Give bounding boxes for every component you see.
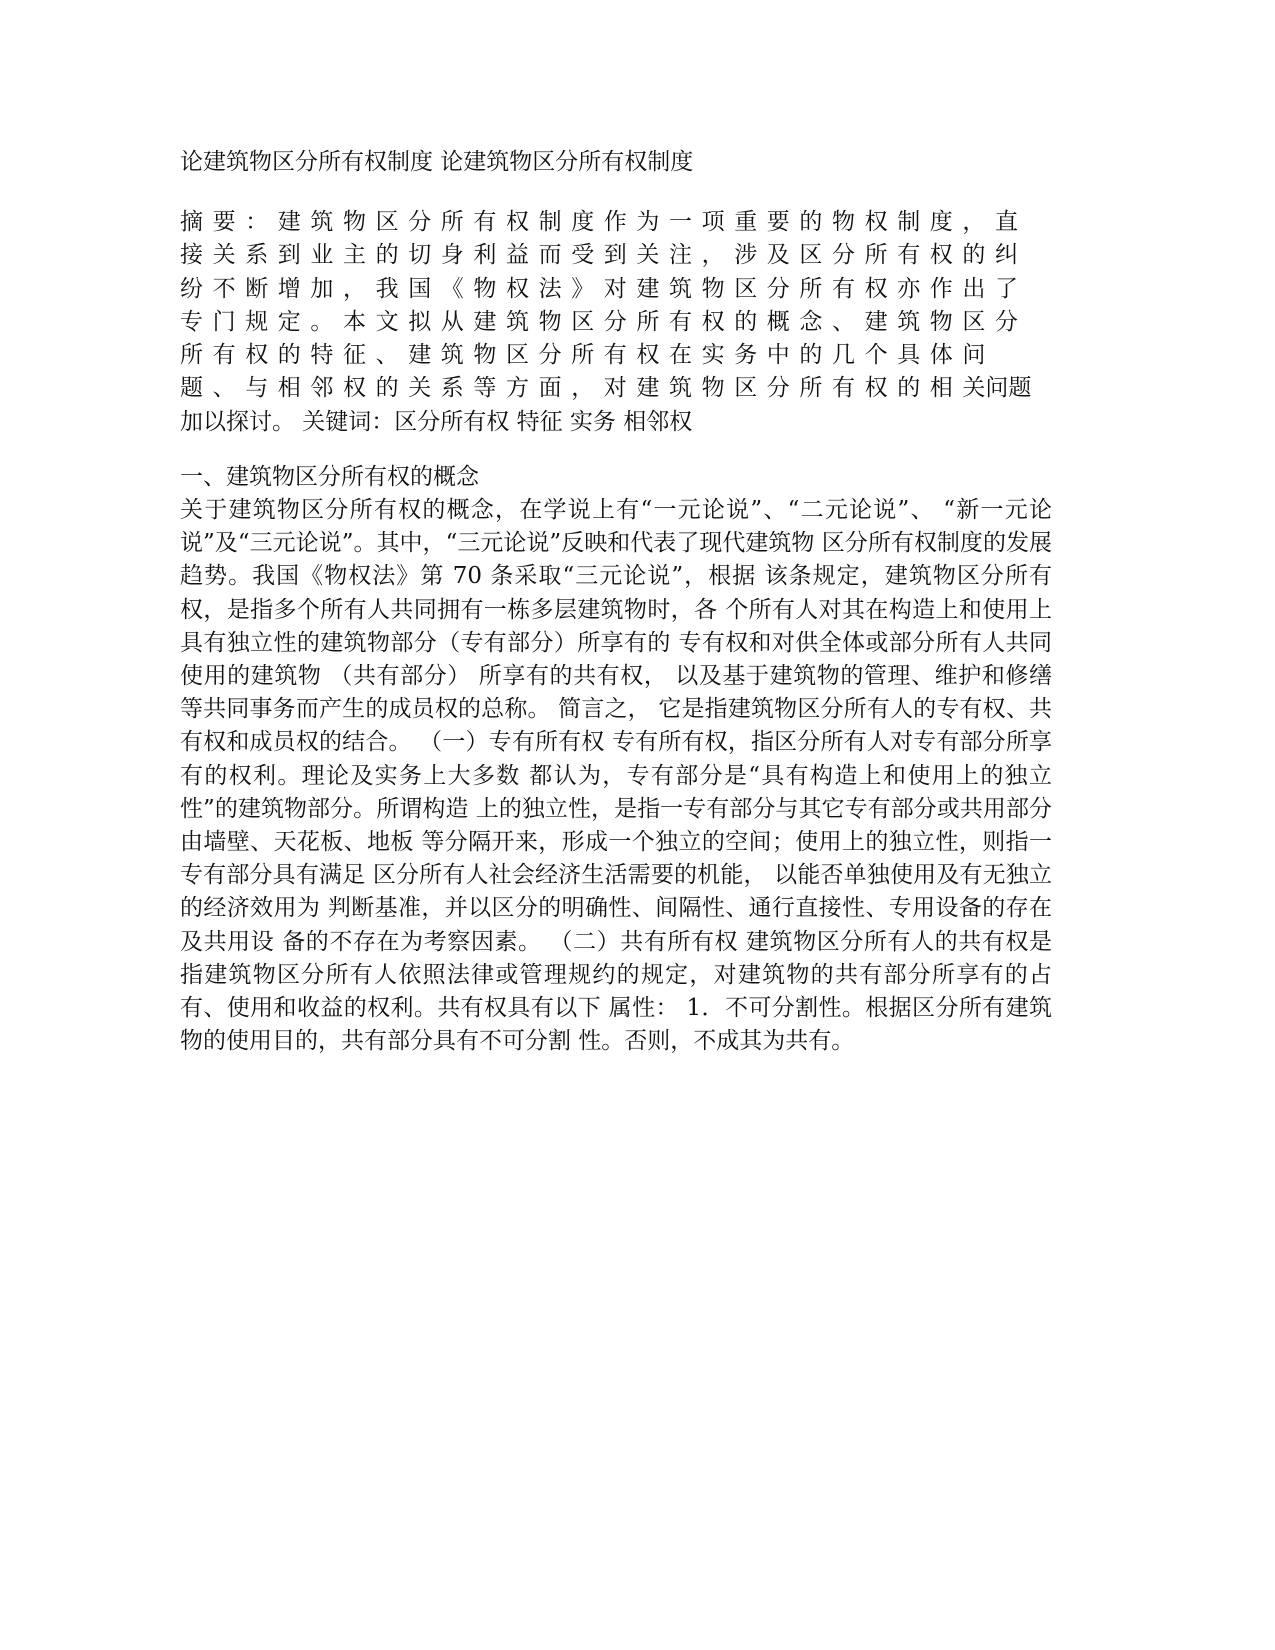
abstract-text: 摘要：建筑物区分所有权制度作为一项重要的物权制度，直接关系到业主的切身利益而受到关注，涉及区分所有权的纠纷不断增加，我国《物权法》对建筑物区分所有权亦作出了专门规定。本文拟从建筑物区分所有权的概念、建筑物区分所有权的特征、建筑物区分所有权在实务中的几个具体问题、与相邻权的关系等方面，对建筑物区分所有权的相 xyxy=(180,209,1028,402)
body-paragraph: 关于建筑物区分所有权的概念，在学说上有“一元论说”、“二元论说”、 “新一元论说”及“三元论说”。其中，“三元论说”反映和代表了现代建筑物 区分所有权制度的发展趋势。我国《物权法》第 70 条采取“三元论说”，根据 该条规定，建筑物区分所有权，是指多个所有人共同拥有一栋多层建筑物时，各 个所有人对其在构造上和使用上具有独立性的建筑物部分（专有部分）所享有的 专有权和对供全体或部分所有人共同使用的建筑物 （共有部分） 所享有的共有权， 以及基于建筑物的管理、维护和修缮等共同事务而产生的成员权的总称。 简言之， 它是指建筑物区分所有人的专有权、共有权和成员权的结合。 （一）专有所有权 专有所有权，指区分所有人对专有部分所享有的权利。理论及实务上大多数 都认为，专有部分是“具有构造上和使用上的独立性”的建筑物部分。所谓构造 上的独立性，是指一专有部分与其它专有部分或共用部分由墙壁、天花板、地板 等分隔开来，形成一个独立的空间；使用上的独立性，则指一专有部分具有满足 区分所有人社会经济生活需要的机能， 以能否单独使用及有无独立的经济效用为 判断基准，并以区分的明确性、间隔性、通行直接性、专用设备的存在及共用设 备的不存在为考察因素。 （二）共有所有权 建筑物区分所有人的共有权是指建筑物区分所有人依照法律或管理规约的规定，对建筑物的共有部分所享有的占有、使用和收益的权利。共有权具有以下 属性： 1．不可分割性。根据区分所有建筑物的使用目的，共有部分具有不可分割 性。否则，不成其为共有。 xyxy=(180,497,1052,1055)
abstract-keywords-text: 关问题加以探讨。 关键词：区分所有权 特征 实务 相邻权 xyxy=(180,375,1032,435)
document-title: 论建筑物区分所有权制度 论建筑物区分所有权制度 xyxy=(180,149,694,175)
abstract-paragraph xyxy=(180,206,1052,439)
section-heading: 一、建筑物区分所有权的概念 xyxy=(180,464,479,490)
